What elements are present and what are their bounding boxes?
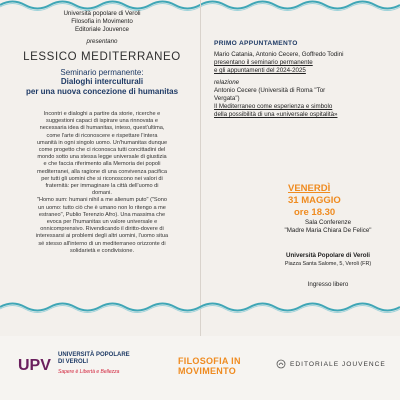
- right-panel: [214, 40, 390, 119]
- upv-logo-icon: [18, 350, 52, 376]
- free-entry-note: Ingresso libero: [307, 281, 349, 288]
- fim-line-1: FILOSOFIA IN: [178, 356, 241, 366]
- body-line: sé stesso all'interno di un mediterraneo orizzonte di: [38, 240, 166, 247]
- body-line: estraneo", Publio Terenzio Afro). Una massima che: [38, 211, 166, 218]
- venue-name: Università Popolare di Veroli: [286, 252, 370, 259]
- venue-room: [262, 219, 394, 235]
- event-date-text: 31 MAGGIO: [288, 195, 341, 206]
- body-line: per tutti gli uomini che si riconoscono nei valori di: [41, 175, 163, 182]
- body-line: mediterranei, alla ragione di una convivenza pacifica: [37, 168, 167, 175]
- body-line: e che faccia riferimento alla Memoria dei popoli: [43, 161, 161, 168]
- body-line: necessaria idea di humanitas, inteso, quest'ultima,: [39, 125, 165, 132]
- primo-appuntamento-heading: PRIMO APPUNTAMENTO: [214, 40, 298, 47]
- venue-address: [262, 252, 394, 268]
- event-date: [288, 183, 398, 219]
- organizer-2: Filosofia in Movimento: [71, 18, 133, 25]
- upv-name: [58, 352, 168, 366]
- body-line: domani.: [92, 190, 112, 197]
- organizer-3: Editoriale Jouvence: [74, 26, 129, 33]
- editoriale-jouvence-logo: EDITORIALE JOUVENCE: [290, 361, 386, 368]
- body-line: umanità in ogni singolo uomo. Un'humanitas dunque: [36, 139, 168, 146]
- body-line: come progetto che ci riconosca tutti concittadini del: [38, 147, 166, 154]
- organizer-1: Università popolare di Veroli: [63, 10, 141, 17]
- relatore-line-2: Vergata"): [214, 95, 240, 102]
- seminar-label: Seminario permanente:: [60, 68, 144, 77]
- upv-name-line-2: DI VEROLI: [58, 359, 89, 365]
- body-line: solidarietà e condivisione.: [69, 247, 135, 254]
- fim-line-2: MOVIMENTO: [178, 366, 237, 376]
- event-time: ore 18.30: [294, 207, 336, 218]
- intro-paragraph: [8, 111, 196, 255]
- relatore: [214, 87, 390, 119]
- seminar-title-line-2: per una nuova concezione di humanitas: [25, 87, 179, 96]
- seminar-title-line-1: Dialoghi interculturali: [60, 77, 144, 86]
- left-panel: [8, 10, 196, 255]
- relazione-label: relazione: [214, 79, 240, 86]
- presentano-label: presentano: [86, 38, 118, 45]
- body-line: evoca per l'humanitas un valore universale e: [46, 219, 158, 226]
- body-line: mondo sotto una stessa legge universale di giustizia: [37, 154, 167, 161]
- body-line: Incontri e dialoghi a partire da storie, ricerche e: [43, 111, 161, 117]
- body-line: come l'arte di riconoscere e rispettare l'intera: [46, 132, 158, 139]
- body-line: fraternità: per immaginare la città dell'uomo di: [45, 183, 159, 190]
- body-line: un uomo: tutto ciò che è umano non lo ritengo a me: [38, 204, 166, 211]
- room-dedication: "Madre Maria Chiara De Felice": [284, 227, 372, 234]
- body-line: "Homo sum: humani nihil a me alienum puto" ("Sono: [36, 197, 167, 204]
- body-line: suggestioni capaci di ispirare una rinnovata e: [46, 118, 158, 125]
- relatore-line-1: Antonio Cecere (Università di Roma "Tor: [214, 87, 326, 94]
- center-fold: [200, 0, 201, 336]
- jouvence-emblem-icon: [276, 359, 286, 369]
- body-line: onnicomprensivo. Rivendicando il diritto-dovere di: [40, 226, 164, 233]
- upv-name-line-1: UNIVERSITÀ POPOLARE: [58, 352, 130, 358]
- room-name: Sala Conferenze: [304, 219, 352, 226]
- speakers-line-2: presentano il seminario permanente: [214, 59, 313, 66]
- topic-line-2: della possibilità di una «universale ospitalità»: [214, 111, 338, 118]
- speakers-names: Mario Catania, Antonio Cecere, Goffredo Todini: [214, 51, 344, 58]
- event-day: VENERDÌ: [288, 183, 331, 194]
- bottom-wave-decoration: [0, 300, 400, 314]
- speakers-line-3: e gli appuntamenti del 2024-2025: [214, 67, 306, 74]
- svg-text:UPV: UPV: [18, 357, 51, 374]
- venue-street: Piazza Santa Salome, 5, Veroli (FR): [284, 261, 372, 267]
- upv-motto: Sapere è Libertà e Bellezza: [58, 369, 120, 375]
- page-title: LESSICO MEDITERRANEO: [23, 51, 181, 63]
- body-line: interessarsi ai problemi degli altri uomini, l'uomo situa: [35, 233, 169, 240]
- topic-line-1: Il Mediterraneo come esperienza e simbolo: [214, 103, 333, 110]
- filosofia-in-movimento-logo: [178, 356, 258, 376]
- speakers: [214, 51, 390, 75]
